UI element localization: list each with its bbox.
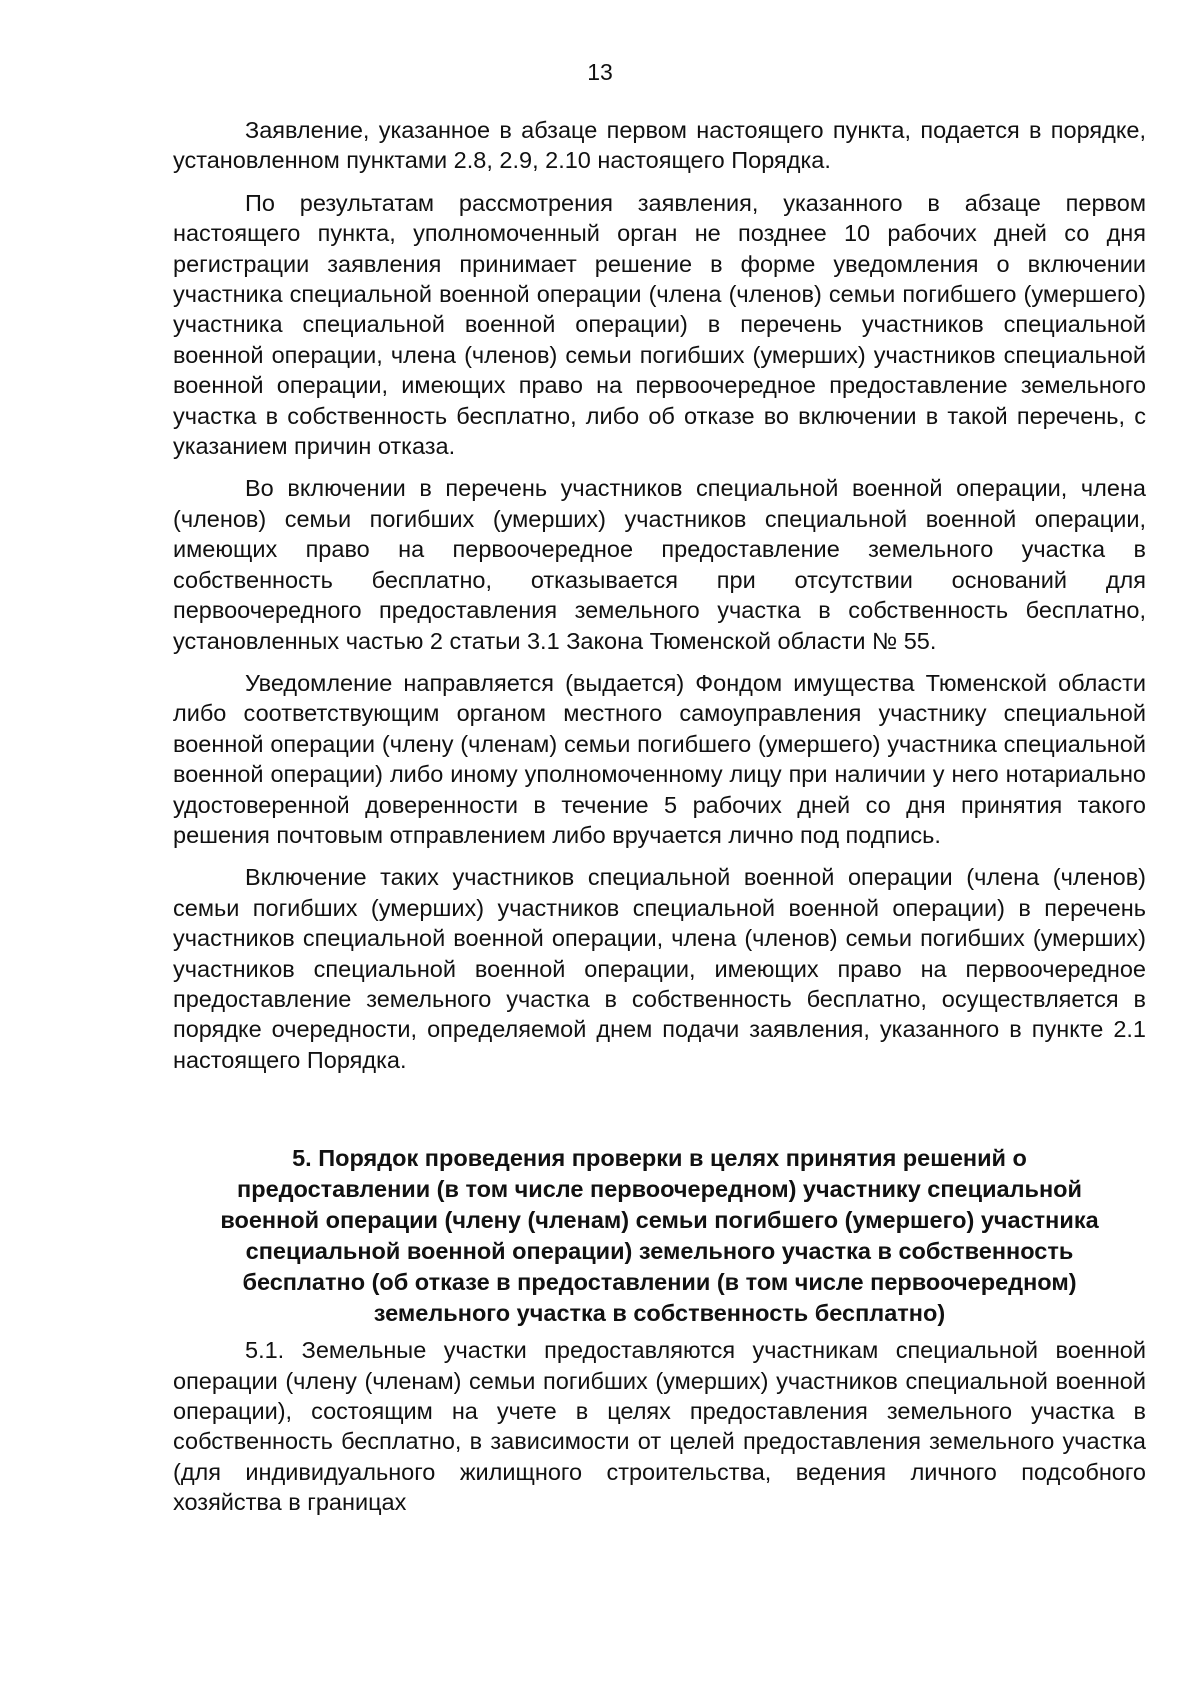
section-heading: 5. Порядок проведения проверки в целях принятия решений о предоставлении (в том числе первоочередном) участнику специальной военной операции (члену (членам) семьи погибшего (умершего) участника специальной военной операции) земельного участка в собственность бесплатно (об отказе в предоставлении (в том числе первоочередном) земельного участка в собственность бесплатно) bbox=[220, 1145, 1099, 1327]
document-body bbox=[173, 115, 1146, 1530]
paragraph-review-results: По результатам рассмотрения заявления, указанного в абзаце первом настоящего пункта, уполномоченный орган не позднее 10 рабочих дней со дня регистрации заявления принимает решение в форме уведомления о включении участника специальной военной операции (члена (членов) семьи погибшего (умершего) участника специальной военной операции) в перечень участников специальной военной операции, члена (членов) семьи погибших (умерших) участников специальной военной операции, имеющих право на первоочередное предоставление земельного участка в собственность бесплатно, либо об отказе во включении в такой перечень, с указанием причин отказа. bbox=[173, 189, 1146, 460]
paragraph-inclusion-order: Включение таких участников специальной военной операции (члена (членов) семьи погибших (умерших) участников специальной военной операции) в перечень участников специальной военной операции, члена (членов) семьи погибших (умерших) участников специальной военной операции, имеющих право на первоочередное предоставление земельного участка в собственность бесплатно, осуществляется в порядке очередности, определяемой днем подачи заявления, указанного в пункте 2.1 настоящего Порядка. bbox=[173, 864, 1146, 1073]
paragraph-application-procedure: Заявление, указанное в абзаце первом настоящего пункта, подается в порядке, установленном пунктами 2.8, 2.9, 2.10 настоящего Порядка. bbox=[173, 117, 1146, 174]
section-spacer bbox=[173, 1087, 1146, 1143]
paragraph-notification-delivery: Уведомление направляется (выдается) Фондом имущества Тюменской области либо соответствующим органом местного самоуправления участнику специальной военной операции (члену (членам) семьи погибшего (умершего) участника специальной военной операции) либо иному уполномоченному лицу при наличии у него нотариально удостоверенной доверенности в течение 5 рабочих дней со дня принятия такого решения почтовым отправлением либо вручается лично под подпись. bbox=[173, 669, 1146, 848]
paragraph-5-1: 5.1. Земельные участки предоставляются участникам специальной военной операции (члену (членам) семьи погибших (умерших) участников специальной военной операции), состоящим на учете в целях предоставления земельного участка в собственность бесплатно, в зависимости от целей предоставления земельного участка (для индивидуального жилищного строительства, ведения личного подсобного хозяйства в границах bbox=[173, 1337, 1146, 1516]
page-number: 13 bbox=[587, 59, 613, 85]
paragraph-refusal-grounds: Во включении в перечень участников специальной военной операции, члена (членов) семьи погибших (умерших) участников специальной военной операции, имеющих право на первоочередное предоставление земельного участка в собственность бесплатно, отказывается при отсутствии оснований для первоочередного предоставления земельного участка в собственность бесплатно, установленных частью 2 статьи 3.1 Закона Тюменской области № 55. bbox=[173, 475, 1146, 654]
